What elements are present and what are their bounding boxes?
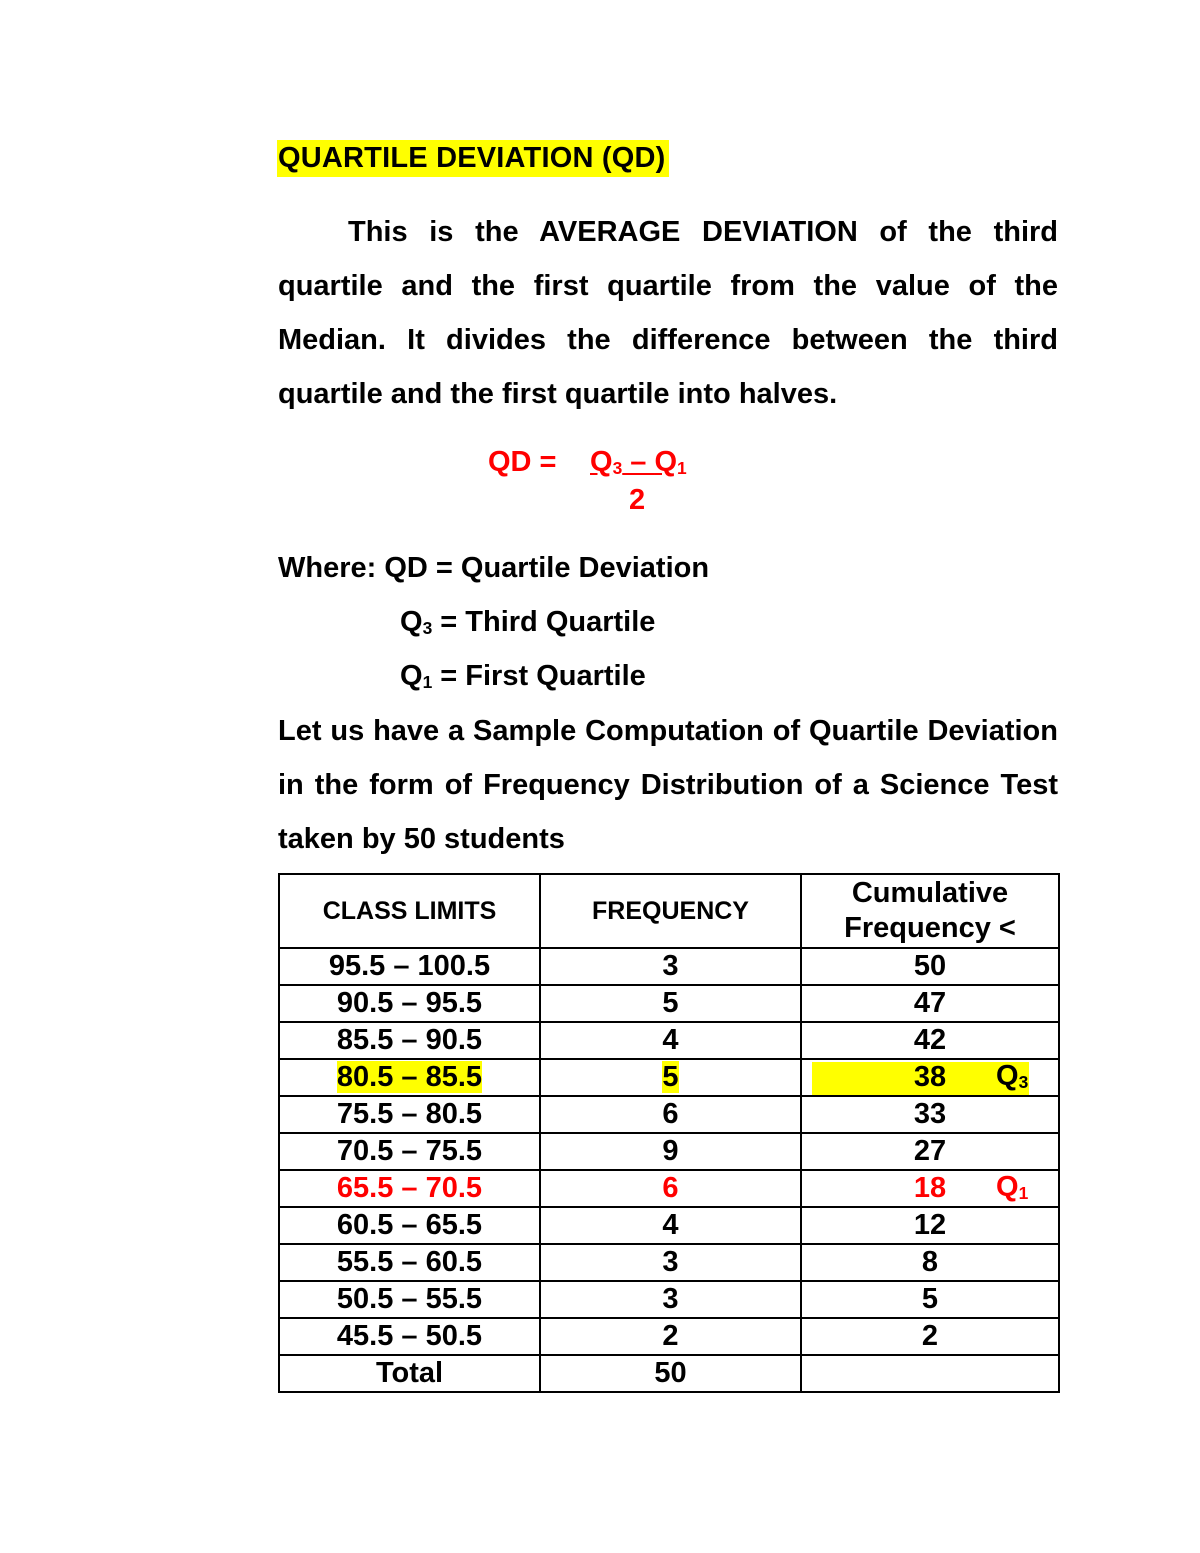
cumulative-cell [801, 985, 1059, 1022]
cumulative-value: 47 [913, 987, 947, 1019]
cumulative-cell [801, 1318, 1059, 1355]
cumulative-cell [801, 948, 1059, 985]
frequency-cell: 6 [540, 1170, 801, 1207]
header-frequency: FREQUENCY [540, 874, 801, 948]
qd-formula [488, 444, 687, 516]
q1-marker: $Q_1$ [996, 1171, 1029, 1203]
cumulative-cell [801, 1096, 1059, 1133]
table-row [279, 1207, 1059, 1244]
formula-numerator: $Q_3 - Q_1$ [590, 446, 687, 478]
table-row [279, 1170, 1059, 1207]
class-limit-cell: 70.5 – 75.5 [279, 1133, 540, 1170]
header-cumulative-frequency: Cumulative Frequency < [801, 874, 1059, 948]
table-row [279, 1022, 1059, 1059]
cumulative-value: 12 [913, 1209, 947, 1241]
cumulative-cell [801, 1281, 1059, 1318]
cumulative-cell [801, 1170, 1059, 1207]
frequency-cell [540, 1059, 801, 1096]
class-limit-cell: 45.5 – 50.5 [279, 1318, 540, 1355]
frequency-cell: 3 [540, 948, 801, 985]
total-frequency-cell: 50 [540, 1355, 801, 1392]
cumulative-value: 27 [913, 1135, 947, 1167]
frequency-cell: 4 [540, 1022, 801, 1059]
intro-paragraph: Let us have a Sample Computation of Quartile Deviation in the form of Frequency Distribution of a Science Test taken by 50 students [278, 715, 1058, 855]
cumulative-value: 38 [913, 1061, 947, 1093]
header-class-limits: CLASS LIMITS [279, 874, 540, 948]
table-row [279, 1059, 1059, 1096]
class-limit-cell: 60.5 – 65.5 [279, 1207, 540, 1244]
frequency-cell: 2 [540, 1318, 801, 1355]
cumulative-cell [801, 1207, 1059, 1244]
total-empty-cell [801, 1355, 1059, 1392]
frequency-cell: 5 [540, 985, 801, 1022]
table-row [279, 1133, 1059, 1170]
frequency-cell: 3 [540, 1244, 801, 1281]
cumulative-value: 33 [913, 1098, 947, 1130]
cumulative-cell [801, 1022, 1059, 1059]
class-limit-cell: 75.5 – 80.5 [279, 1096, 540, 1133]
class-limit-cell: 95.5 – 100.5 [279, 948, 540, 985]
cumulative-value: 50 [913, 950, 947, 982]
cumulative-value: 2 [921, 1320, 939, 1352]
table-row [279, 985, 1059, 1022]
class-limit-cell: 55.5 – 60.5 [279, 1244, 540, 1281]
cumulative-cell [801, 1059, 1059, 1096]
table-row [279, 1096, 1059, 1133]
frequency-cell: 9 [540, 1133, 801, 1170]
table-total-row [279, 1355, 1059, 1392]
cumulative-value: 42 [913, 1024, 947, 1056]
cumulative-cell [801, 1133, 1059, 1170]
frequency-table [278, 873, 1060, 1393]
frequency-cell: 3 [540, 1281, 801, 1318]
highlighted-class-limit: 80.5 – 85.5 [336, 1061, 483, 1093]
frequency-cell: 6 [540, 1096, 801, 1133]
table-row [279, 1281, 1059, 1318]
frequency-cell: 4 [540, 1207, 801, 1244]
highlighted-frequency: 5 [662, 1061, 679, 1093]
table-row [279, 1244, 1059, 1281]
total-label-cell: Total [279, 1355, 540, 1392]
table-header-row [279, 874, 1059, 948]
definition-paragraph: This is the AVERAGE DEVIATION of the third quartile and the first quartile from the value of the Median. It divides the difference between the third quartile and the first quartile into halves. [278, 216, 1058, 410]
class-limit-cell: 85.5 – 90.5 [279, 1022, 540, 1059]
where-q3-line: $Q_3$ = Third Quartile [400, 606, 656, 638]
cumulative-cell [801, 1244, 1059, 1281]
cumulative-value: 18 [913, 1172, 947, 1204]
cumulative-value: 5 [921, 1283, 939, 1315]
class-limit-cell: 50.5 – 55.5 [279, 1281, 540, 1318]
cumulative-value: 8 [921, 1246, 939, 1278]
class-limit-cell: 65.5 – 70.5 [279, 1170, 540, 1207]
table-row [279, 948, 1059, 985]
where-q1-line: $Q_1$ = First Quartile [400, 660, 646, 692]
q3-marker: $Q_3$ [996, 1060, 1029, 1092]
table-row [279, 1318, 1059, 1355]
formula-lhs: QD = [488, 446, 557, 478]
page-title: QUARTILE DEVIATION (QD) [277, 140, 669, 177]
class-limit-cell [279, 1059, 540, 1096]
class-limit-cell: 90.5 – 95.5 [279, 985, 540, 1022]
where-qd-line: Where: QD = Quartile Deviation [278, 552, 710, 584]
formula-denominator: 2 [629, 484, 646, 516]
